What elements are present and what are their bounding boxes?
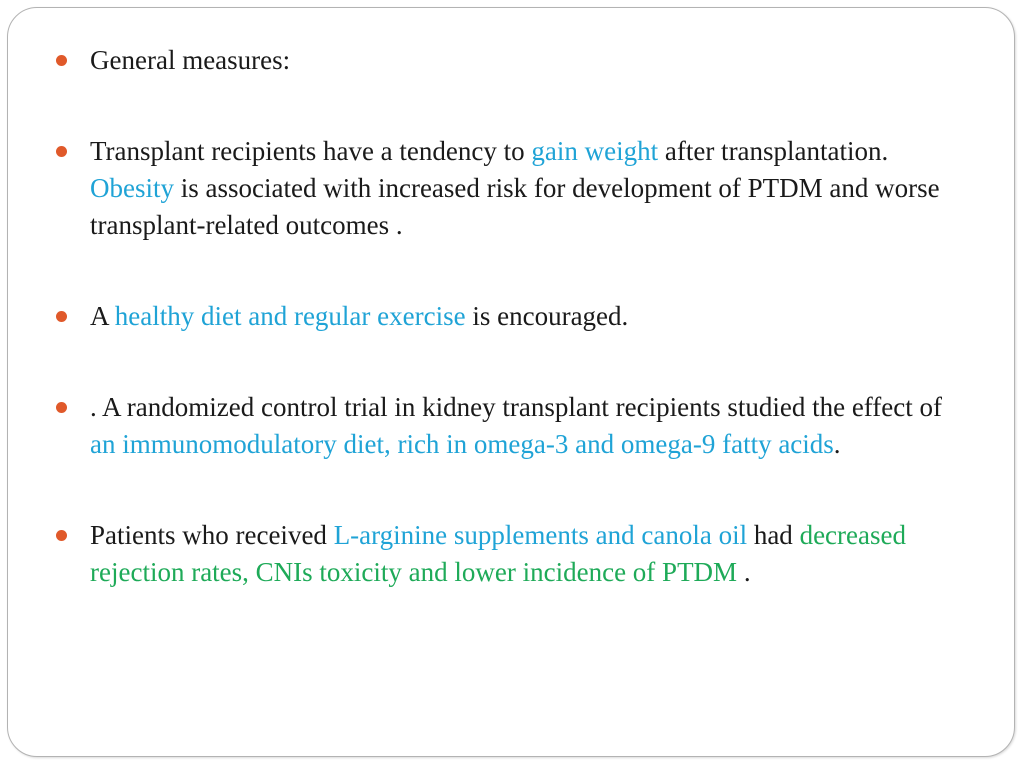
bullet-text: is encouraged.	[465, 301, 629, 331]
bullet-text: . A randomized control trial in kidney transplant recipients studied the effect of	[90, 392, 943, 422]
highlight-immunomodulatory-diet: an immunomodulatory diet, rich in omega-3 and omega-9 fatty acids	[90, 429, 834, 459]
bullet-text: Transplant recipients have a tendency to	[90, 136, 532, 166]
highlight-healthy-diet: healthy diet and regular exercise	[114, 301, 466, 331]
bullet-text: had	[747, 520, 800, 550]
highlight-l-arginine: L-arginine supplements and canola oil	[333, 520, 748, 550]
bullet-dot-icon	[56, 311, 67, 322]
bullet-general-measures	[56, 42, 956, 79]
bullet-text: after transplantation.	[658, 136, 889, 166]
bullet-text: .	[833, 429, 841, 459]
bullet-text: Patients who received	[90, 520, 334, 550]
bullet-l-arginine	[56, 517, 956, 591]
bullet-dot-icon	[56, 146, 67, 157]
slide-frame	[7, 7, 1015, 757]
bullet-list	[56, 42, 956, 591]
bullet-text: .	[737, 557, 751, 587]
bullet-text: General measures:	[90, 45, 291, 75]
bullet-dot-icon	[56, 402, 67, 413]
highlight-gain-weight: gain weight	[531, 136, 659, 166]
highlight-obesity: Obesity	[90, 173, 174, 203]
bullet-healthy-diet	[56, 298, 956, 335]
bullet-text: is associated with increased risk for development of PTDM and worse transplant-related outcomes .	[90, 173, 940, 240]
bullet-text: A	[90, 301, 115, 331]
highlight-outcomes: decreased rejection rates, CNIs toxicity and lower incidence of PTDM	[90, 520, 906, 587]
bullet-randomized-trial	[56, 389, 956, 463]
bullet-dot-icon	[56, 530, 67, 541]
bullet-dot-icon	[56, 55, 67, 66]
bullet-weight-gain	[56, 133, 956, 244]
